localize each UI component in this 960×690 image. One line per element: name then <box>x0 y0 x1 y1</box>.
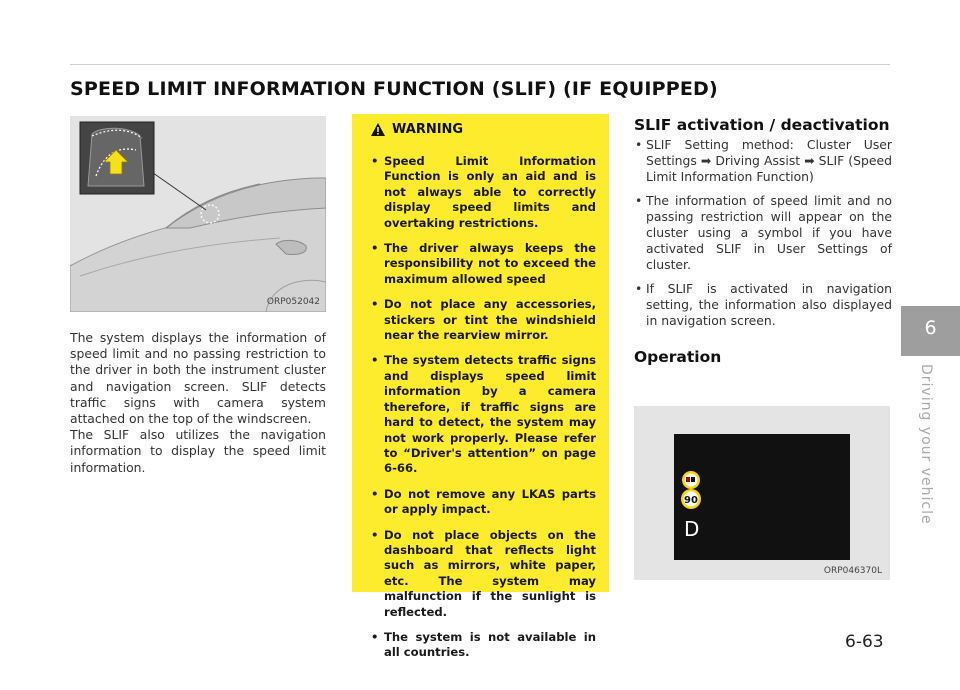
chapter-label: Driving your vehicle <box>918 364 934 525</box>
windshield-illustration <box>70 116 326 312</box>
warning-item: • Do not place any accessories, stickers or tint the windshield near the rearview mirror. <box>370 297 596 343</box>
warning-item: • The system is not available in all countries. <box>370 630 596 661</box>
intro-text <box>70 330 326 476</box>
warning-item: • Speed Limit Information Function is only an aid and is not always able to correctly display speed limits and overtaking restrictions. <box>370 154 596 231</box>
warning-box <box>352 114 609 660</box>
cluster-screen <box>674 434 850 560</box>
warning-triangle-icon <box>370 122 386 137</box>
no-passing-sign-icon <box>682 471 700 489</box>
activation-item: • The information of speed limit and no passing restriction will appear on the cluster using a symbol if you have activated SLIF in User Settings of cluster. <box>634 193 892 274</box>
warning-title: WARNING <box>392 122 464 137</box>
intro-paragraph-1: The system displays the information of speed limit and no passing restriction to the driver in both the instrument cluster and navigation screen. SLIF detects traffic signs with camera system attached on the top of the windscreen. <box>70 330 326 427</box>
figure-code-left: ORP052042 <box>266 297 320 307</box>
operation-title: Operation <box>634 348 722 366</box>
warning-item: • Do not remove any LKAS parts or apply impact. <box>370 487 596 518</box>
activation-item: • If SLIF is activated in navigation setting, the information also displayed in navigation screen. <box>634 281 892 330</box>
activation-title: SLIF activation / deactivation <box>634 116 890 134</box>
cluster-display <box>674 434 850 560</box>
warning-list <box>370 154 596 671</box>
gear-indicator: D <box>684 517 700 541</box>
cluster-display-figure <box>634 406 890 580</box>
intro-paragraph-2: The SLIF also utilizes the navigation information to display the speed limit information. <box>70 427 326 475</box>
header-rule <box>70 64 890 65</box>
chapter-number: 6 <box>924 317 937 339</box>
warning-item: • The system detects traffic signs and displays speed limit information by a camera therefore, if traffic signs are hard to detect, the system may not work properly. Please refer to “Driver's attention” on page 6-66. <box>370 353 596 476</box>
speed-limit-sign-icon <box>681 489 701 509</box>
page-number: 6-63 <box>845 632 884 652</box>
chapter-tab <box>901 306 960 356</box>
activation-list <box>634 137 892 336</box>
warning-item: • Do not place objects on the dashboard that reflects light such as mirrors, white paper, etc. The system may malfunction if the sunlight is reflected. <box>370 528 596 620</box>
section-title: SPEED LIMIT INFORMATION FUNCTION (SLIF) (IF EQUIPPED) <box>70 78 718 100</box>
warning-header <box>370 122 463 137</box>
activation-item: • SLIF Setting method: Cluster User Settings ➡ Driving Assist ➡ SLIF (Speed Limit Information Function) <box>634 137 892 186</box>
figure-code-right: ORP046370L <box>823 566 882 576</box>
windshield-camera-figure <box>70 116 326 312</box>
warning-item: • The driver always keeps the responsibility not to exceed the maximum allowed speed <box>370 241 596 287</box>
speed-limit-value: 90 <box>684 495 698 506</box>
